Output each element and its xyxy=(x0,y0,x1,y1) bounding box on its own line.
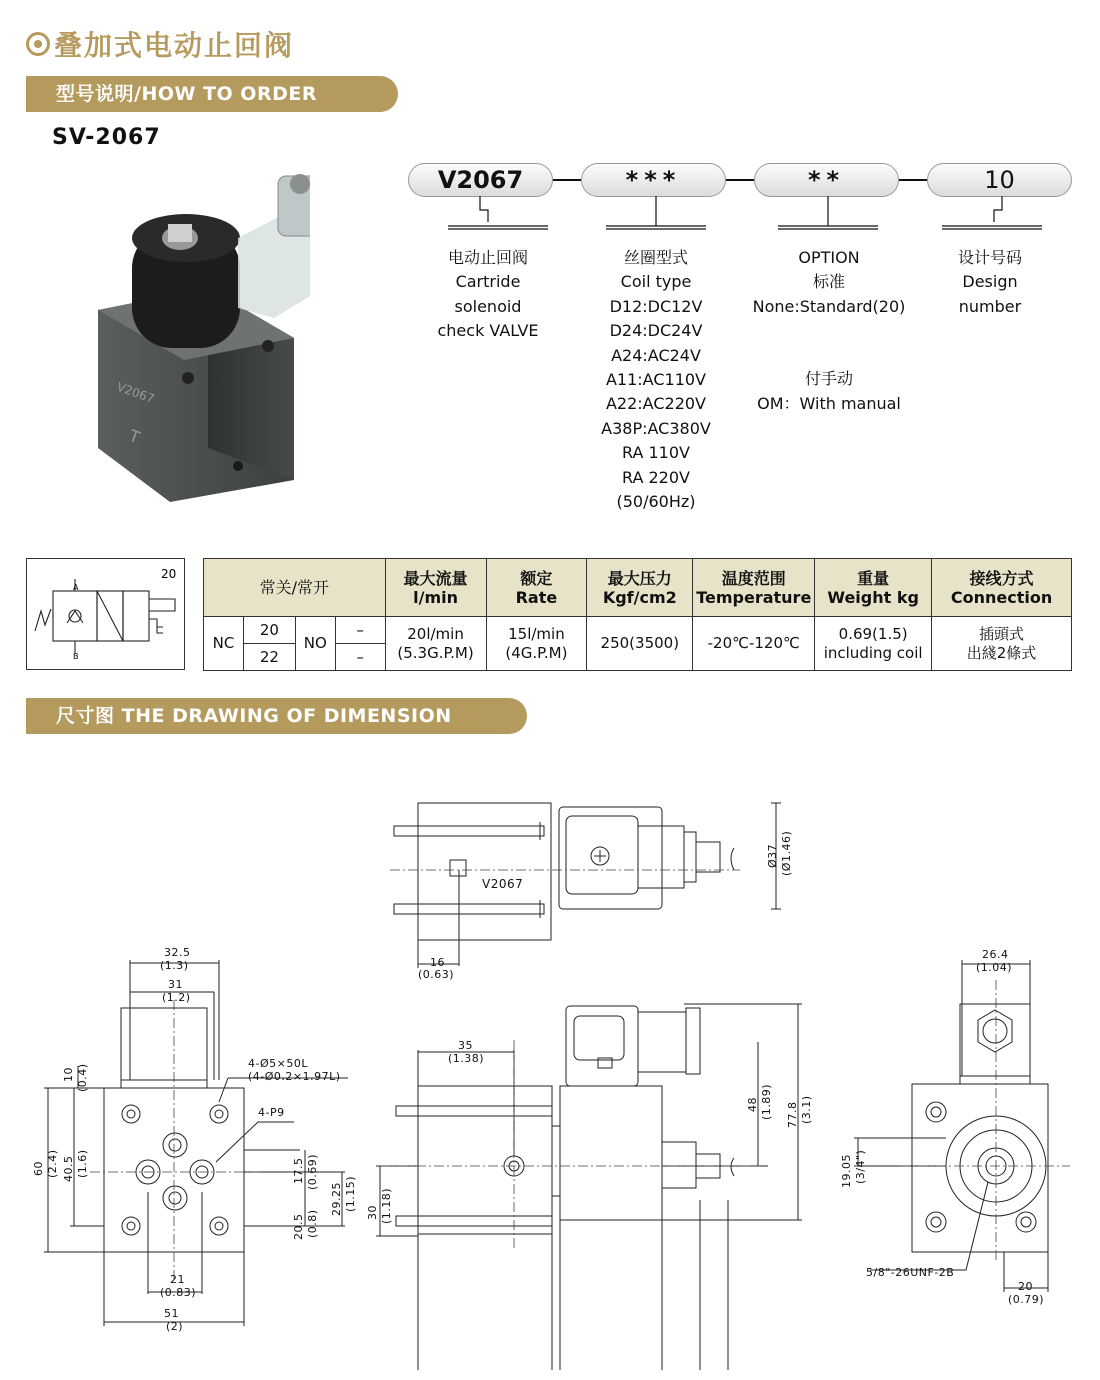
code-desc-design: 设计号码 Design number xyxy=(957,248,1022,316)
svg-text:21: 21 xyxy=(170,1273,185,1286)
svg-text:26.4: 26.4 xyxy=(982,948,1009,961)
svg-text:4-Ø5×50L: 4-Ø5×50L xyxy=(248,1057,308,1070)
code-segment-coil: *** xyxy=(581,163,726,197)
hydraulic-symbol-box xyxy=(26,558,185,670)
svg-text:51: 51 xyxy=(164,1307,179,1320)
svg-text:20: 20 xyxy=(1018,1280,1033,1293)
svg-text:16: 16 xyxy=(430,956,445,969)
code-segment-design: 10 xyxy=(927,163,1072,197)
code-segment-option: ** xyxy=(754,163,899,197)
header-type: 常关/常开 xyxy=(204,559,386,617)
section-banner-order: 型号说明/HOW TO ORDER xyxy=(26,76,398,112)
valve-photo xyxy=(88,168,310,508)
svg-text:(2): (2) xyxy=(166,1320,184,1333)
code-connector xyxy=(726,179,754,181)
svg-text:(3/4"): (3/4") xyxy=(854,1149,867,1184)
cell-pressure: 250(3500) xyxy=(587,617,693,671)
symbol-label: 20 xyxy=(161,567,177,581)
page-title: 叠加式电动止回阀 xyxy=(26,24,294,64)
header-pressure: 最大压力 Kgf/cm2 xyxy=(587,559,693,617)
svg-text:(0.4): (0.4) xyxy=(76,1063,89,1092)
header-weight: 重量 Weight kg xyxy=(815,559,932,617)
svg-text:17.5: 17.5 xyxy=(292,1157,305,1184)
svg-text:29.25: 29.25 xyxy=(330,1182,343,1216)
cell-weight: 0.69(1.5) including coil xyxy=(815,617,932,671)
svg-text:Ø37: Ø37 xyxy=(766,843,779,868)
section-banner-dimension: 尺寸图 THE DRAWING OF DIMENSION xyxy=(26,698,527,734)
target-icon xyxy=(26,32,50,56)
header-connection: 接线方式 Connection xyxy=(932,559,1072,617)
svg-text:(Ø1.46): (Ø1.46) xyxy=(780,830,793,876)
cell-dash: – xyxy=(335,617,385,644)
code-connector xyxy=(899,179,927,181)
header-flow: 最大流量 l/min xyxy=(385,559,486,617)
svg-text:T: T xyxy=(126,425,143,448)
cell-22: 22 xyxy=(243,644,295,671)
svg-text:32.5: 32.5 xyxy=(164,946,191,959)
code-desc-option: OPTION 标准 None:Standard(20) 付手动 OM：With manual xyxy=(752,248,906,413)
code-desc-coil: 丝圈型式 Coil type D12:DC12V D24:DC24V A24:AC24V A11:AC110V A22:AC220V A38P:AC380V RA 110V RA 220V (50/60Hz) xyxy=(601,248,711,512)
code-desc-series: 电动止回阀 Cartride solenoid check VALVE xyxy=(437,248,539,341)
svg-text:20.5: 20.5 xyxy=(292,1213,305,1240)
svg-text:(1.89): (1.89) xyxy=(760,1083,773,1120)
header-rate: 额定 Rate xyxy=(486,559,587,617)
svg-text:77.8: 77.8 xyxy=(786,1101,799,1128)
svg-text:30: 30 xyxy=(366,1205,379,1220)
cell-temperature: -20℃-120℃ xyxy=(693,617,815,671)
svg-text:(1.15): (1.15) xyxy=(344,1175,357,1212)
cell-rate: 15l/min (4G.P.M) xyxy=(486,617,587,671)
svg-text:4-P9: 4-P9 xyxy=(258,1106,285,1119)
svg-text:B: B xyxy=(73,652,79,661)
svg-text:5/8"-26UNF-2B: 5/8"-26UNF-2B xyxy=(866,1266,955,1279)
code-bracket-lines xyxy=(400,196,1080,236)
svg-text:35: 35 xyxy=(458,1039,473,1052)
svg-text:(0.83): (0.83) xyxy=(160,1286,197,1299)
svg-text:(0.79): (0.79) xyxy=(1008,1293,1045,1306)
svg-text:(1.04): (1.04) xyxy=(976,961,1013,974)
svg-text:10: 10 xyxy=(62,1067,75,1082)
dimension-drawing xyxy=(0,780,1100,1370)
svg-text:(1.18): (1.18) xyxy=(380,1187,393,1224)
spec-table xyxy=(203,558,1072,671)
cell-no: NO xyxy=(295,617,335,671)
cell-20: 20 xyxy=(243,617,295,644)
svg-text:(0.8): (0.8) xyxy=(306,1209,319,1238)
table-row xyxy=(204,617,1072,644)
svg-text:A: A xyxy=(73,583,79,592)
svg-text:(0.63): (0.63) xyxy=(418,968,455,981)
label-v2067: V2067 xyxy=(482,877,524,891)
svg-text:(3.1): (3.1) xyxy=(800,1095,813,1124)
svg-text:(4-Ø0.2×1.97L): (4-Ø0.2×1.97L) xyxy=(248,1070,341,1083)
svg-text:48: 48 xyxy=(746,1097,759,1112)
svg-text:(1.3): (1.3) xyxy=(160,959,189,972)
svg-text:19.05: 19.05 xyxy=(840,1154,853,1188)
cell-dash: – xyxy=(335,644,385,671)
svg-text:(2.4): (2.4) xyxy=(46,1149,59,1178)
cell-flow: 20l/min (5.3G.P.M) xyxy=(385,617,486,671)
check-valve-symbol-icon xyxy=(27,559,186,671)
model-number: SV-2067 xyxy=(52,125,161,150)
cell-nc: NC xyxy=(204,617,244,671)
svg-text:(1.6): (1.6) xyxy=(76,1149,89,1178)
header-temperature: 温度范围 Temperature xyxy=(693,559,815,617)
code-segment-series: V2067 xyxy=(408,163,553,197)
code-connector xyxy=(553,179,581,181)
svg-text:V2067: V2067 xyxy=(114,379,157,407)
svg-text:(0.69): (0.69) xyxy=(306,1153,319,1190)
svg-text:(1.2): (1.2) xyxy=(162,991,191,1004)
svg-text:60: 60 xyxy=(32,1161,45,1176)
svg-text:31: 31 xyxy=(168,978,183,991)
svg-text:(1.38): (1.38) xyxy=(448,1052,485,1065)
cell-connection: 插頭式 出綫2條式 xyxy=(932,617,1072,671)
svg-text:40.5: 40.5 xyxy=(62,1155,75,1182)
